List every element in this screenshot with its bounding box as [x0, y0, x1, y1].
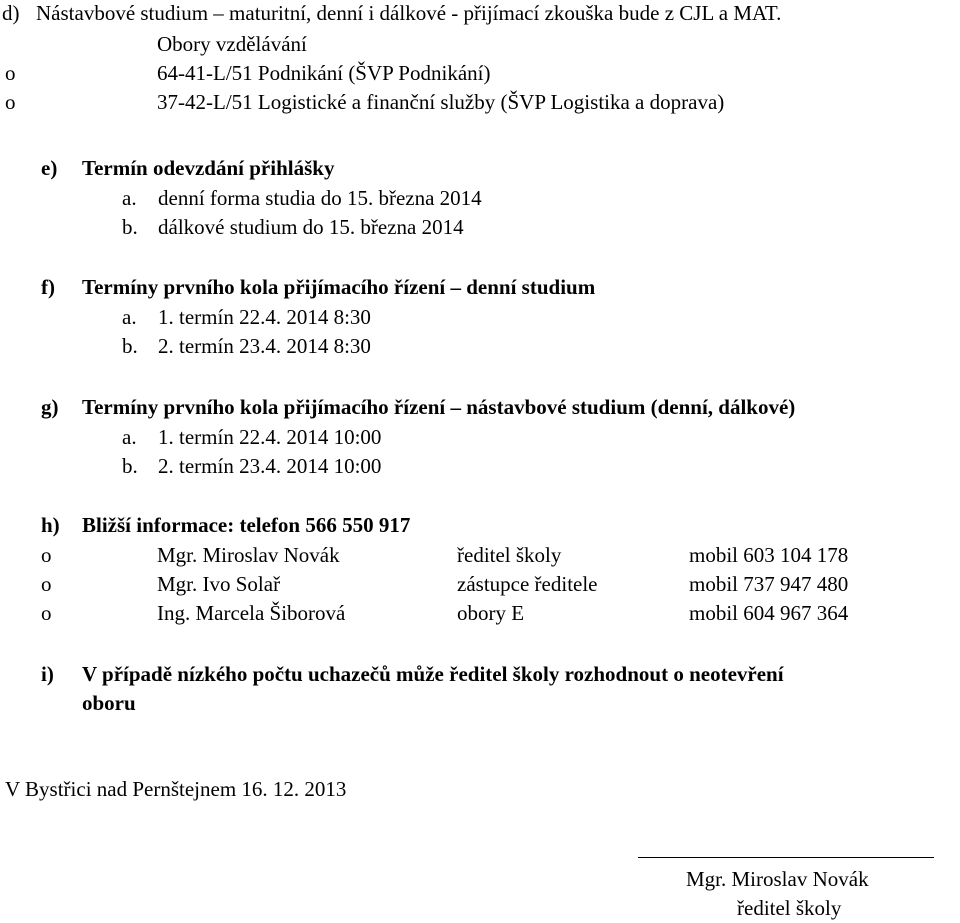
contact-bullet: o — [41, 572, 52, 596]
field-item: 37-42-L/51 Logistické a finanční služby (ŠVP Logistika a doprava) — [157, 90, 725, 114]
list-item: 2. termín 23.4. 2014 10:00 — [158, 454, 382, 478]
section-i-line1: V případě nízkého počtu uchazečů může ředitel školy rozhodnout o neotevření — [82, 662, 784, 686]
list-item: 1. termín 22.4. 2014 8:30 — [158, 305, 371, 329]
section-d-marker: d) — [2, 1, 20, 25]
section-g-marker: g) — [41, 395, 59, 419]
signature-name: Mgr. Miroslav Novák — [686, 867, 869, 891]
field-bullet: o — [5, 61, 16, 85]
list-item: denní forma studia do 15. března 2014 — [158, 186, 482, 210]
section-g-heading: Termíny prvního kola přijímacího řízení – nástavbové studium (denní, dálkové) — [82, 395, 796, 419]
section-d-text: Nástavbové studium – maturitní, denní i dálkové - přijímací zkouška bude z CJL a MAT. — [36, 1, 782, 25]
list-letter: b. — [122, 334, 138, 358]
section-h-marker: h) — [41, 513, 60, 537]
section-i-marker: i) — [41, 662, 54, 686]
list-letter: b. — [122, 454, 138, 478]
section-f-marker: f) — [41, 275, 55, 299]
field-item: 64-41-L/51 Podnikání (ŠVP Podnikání) — [157, 61, 491, 85]
list-letter: a. — [122, 186, 137, 210]
section-f-heading: Termíny prvního kola přijímacího řízení – denní studium — [82, 275, 596, 299]
section-h-heading: Bližší informace: telefon 566 550 917 — [82, 513, 411, 537]
section-e-heading: Termín odevzdání přihlášky — [82, 156, 335, 180]
list-item: dálkové studium do 15. března 2014 — [158, 215, 464, 239]
fields-label: Obory vzdělávání — [157, 32, 307, 56]
contact-bullet: o — [41, 543, 52, 567]
place-date: V Bystřici nad Pernštejnem 16. 12. 2013 — [5, 777, 347, 801]
contact-role: ředitel školy — [457, 543, 562, 567]
section-i-line2: oboru — [82, 691, 136, 715]
contact-bullet: o — [41, 601, 52, 625]
contact-phone: mobil 604 967 364 — [689, 601, 849, 625]
list-item: 1. termín 22.4. 2014 10:00 — [158, 425, 382, 449]
list-item: 2. termín 23.4. 2014 8:30 — [158, 334, 371, 358]
field-bullet: o — [5, 90, 16, 114]
list-letter: a. — [122, 425, 137, 449]
section-e-marker: e) — [41, 156, 58, 180]
contact-name: Mgr. Miroslav Novák — [157, 543, 340, 567]
signature-line — [638, 857, 934, 858]
contact-name: Mgr. Ivo Solař — [157, 572, 281, 596]
signature-title: ředitel školy — [737, 896, 842, 920]
list-letter: a. — [122, 305, 137, 329]
contact-role: zástupce ředitele — [457, 572, 598, 596]
contact-phone: mobil 603 104 178 — [689, 543, 849, 567]
contact-role: obory E — [457, 601, 525, 625]
list-letter: b. — [122, 215, 138, 239]
contact-name: Ing. Marcela Šiborová — [157, 601, 346, 625]
contact-phone: mobil 737 947 480 — [689, 572, 849, 596]
